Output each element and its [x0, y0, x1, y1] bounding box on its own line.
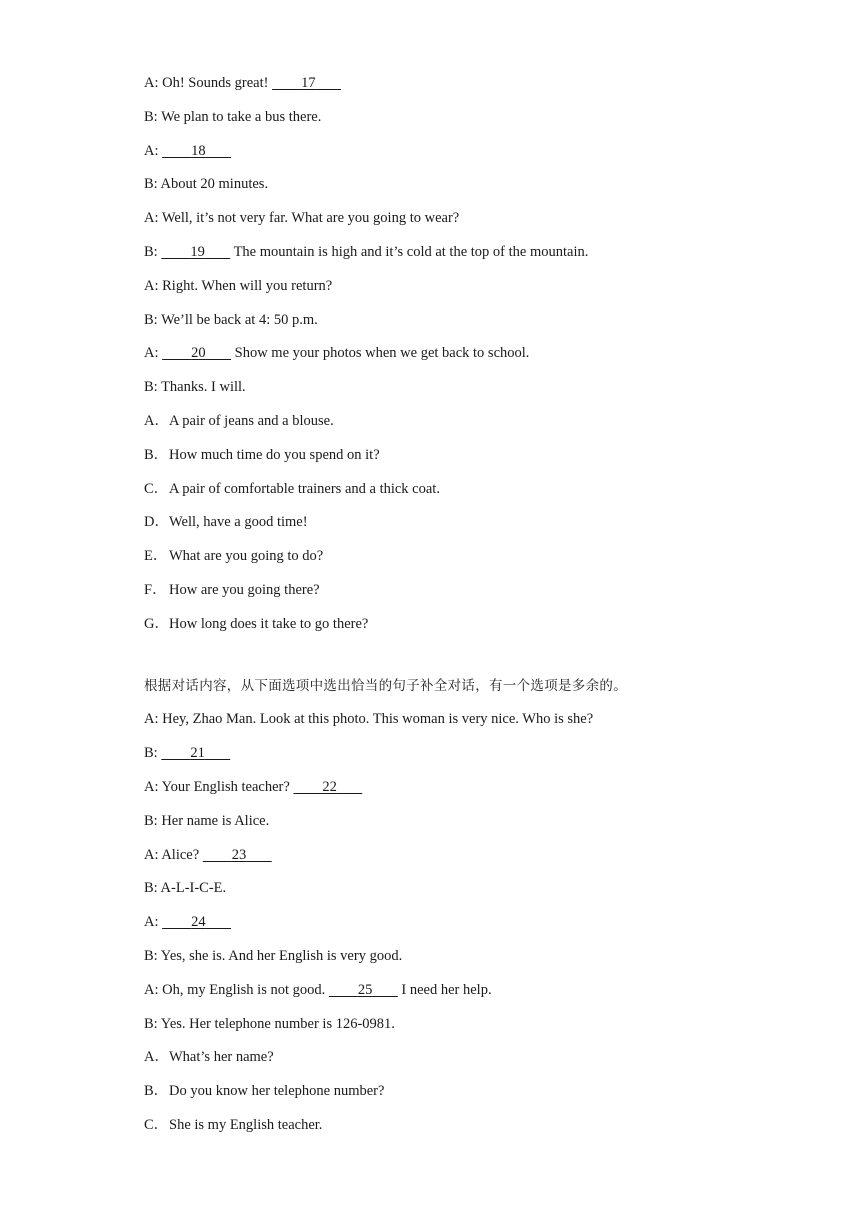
- options-section-2: [144, 1047, 800, 1148]
- speaker-label: A:: [144, 981, 159, 998]
- dialogue-line: [144, 208, 800, 242]
- dialogue-text: Oh! Sounds great!: [162, 75, 269, 91]
- option-text: A pair of comfortable trainers and a thick coat.: [169, 480, 440, 497]
- dialogue-text: Yes. Her telephone number is 126-0981.: [160, 1015, 395, 1032]
- speaker-label: B:: [144, 176, 158, 193]
- dialogue-line: [144, 343, 800, 377]
- speaker-label: A:: [144, 75, 159, 91]
- dialogue-line: [144, 980, 800, 1014]
- dialogue-line: [144, 878, 800, 912]
- option-text: Do you know her telephone number?: [169, 1083, 385, 1100]
- option-letter: A．: [144, 1049, 169, 1066]
- option-line: [144, 1047, 800, 1081]
- speaker-label: A:: [144, 914, 159, 931]
- blank-number: 17: [301, 75, 316, 91]
- blank-number: 21: [190, 745, 205, 762]
- dialogue-text: Show me your photos when we get back to school.: [234, 345, 530, 362]
- dialogue-line: [144, 845, 800, 879]
- dialogue-line: [144, 743, 800, 777]
- dialogue-text: We’ll be back at 4: 50 p.m.: [161, 311, 318, 328]
- speaker-label: B:: [144, 379, 158, 396]
- dialogue-text: The mountain is high and it’s cold at the top of the mountain.: [233, 243, 589, 260]
- option-text: What’s her name?: [169, 1049, 274, 1066]
- dialogue-text: Oh, my English is not good.: [162, 981, 326, 998]
- speaker-label: A:: [144, 711, 159, 728]
- option-text: What are you going to do?: [169, 548, 324, 565]
- option-text: She is my English teacher.: [169, 1116, 323, 1133]
- dialogue-text: Well, it’s not very far. What are you going to wear?: [161, 210, 460, 227]
- speaker-label: B:: [144, 812, 158, 829]
- option-text: How are you going there?: [169, 581, 320, 598]
- option-text: How long does it take to go there?: [169, 615, 369, 632]
- document-page: [144, 73, 800, 1149]
- blank-number: 25: [357, 981, 373, 998]
- blank-number: 22: [322, 778, 337, 795]
- blank-number: 18: [191, 142, 206, 159]
- blank-number: 20: [191, 345, 206, 362]
- dialogue-line: [144, 174, 800, 208]
- dialogue-line: [144, 73, 800, 107]
- blank-number: 23: [231, 846, 247, 863]
- options-section-1: [144, 411, 800, 648]
- speaker-label: B:: [144, 880, 158, 897]
- answer-blank: [162, 343, 231, 363]
- dialogue-line: [144, 107, 800, 141]
- dialogue-text: Right. When will you return?: [162, 277, 333, 294]
- dialogue-line: [144, 811, 800, 845]
- dialogue-text: Hey, Zhao Man. Look at this photo. This woman is very nice. Who is she?: [162, 711, 594, 728]
- dialogue-line: [144, 709, 800, 743]
- option-letter: G．: [144, 615, 169, 632]
- dialogue-text: Her name is Alice.: [161, 812, 270, 829]
- option-line: [144, 445, 800, 479]
- section-instruction: 根据对话内容，从下面选项中选出恰当的句子补全对话，有一个选项是多余的。: [144, 677, 627, 694]
- answer-blank: [161, 242, 230, 262]
- speaker-label: B:: [144, 947, 158, 964]
- dialogue-section-2: [144, 709, 800, 1047]
- dialogue-text: Your English teacher?: [161, 778, 290, 795]
- dialogue-line: [144, 276, 800, 310]
- blank-number: 19: [190, 243, 205, 260]
- speaker-label: A:: [144, 846, 159, 863]
- dialogue-text: Thanks. I will.: [161, 379, 246, 396]
- option-line: [144, 580, 800, 614]
- answer-blank: [162, 912, 231, 932]
- option-line: [144, 1115, 800, 1149]
- option-letter: D．: [144, 514, 169, 531]
- option-letter: B．: [144, 446, 169, 463]
- dialogue-line: [144, 777, 800, 811]
- answer-blank: [272, 73, 341, 93]
- dialogue-line: [144, 242, 800, 276]
- speaker-label: A:: [144, 210, 159, 227]
- answer-blank: [329, 980, 398, 1000]
- option-letter: C．: [144, 1116, 169, 1133]
- option-line: [144, 512, 800, 546]
- section-gap: [144, 648, 800, 676]
- speaker-label: B:: [144, 1015, 158, 1032]
- answer-blank: [203, 845, 272, 865]
- dialogue-section-1: [144, 73, 800, 411]
- speaker-label: B:: [144, 243, 158, 260]
- option-line: [144, 479, 800, 513]
- option-letter: B．: [144, 1083, 169, 1100]
- answer-blank: [293, 777, 362, 797]
- speaker-label: B:: [144, 108, 158, 125]
- option-line: [144, 1081, 800, 1115]
- dialogue-line: [144, 377, 800, 411]
- option-text: How much time do you spend on it?: [169, 446, 380, 463]
- dialogue-text: A-L-I-C-E.: [160, 880, 227, 897]
- dialogue-text: We plan to take a bus there.: [161, 108, 322, 125]
- dialogue-text: I need her help.: [401, 981, 492, 998]
- dialogue-text: About 20 minutes.: [160, 176, 269, 193]
- dialogue-line: [144, 310, 800, 344]
- option-letter: C．: [144, 480, 169, 497]
- option-text: A pair of jeans and a blouse.: [169, 412, 334, 429]
- dialogue-text: Yes, she is. And her English is very good.: [160, 947, 403, 964]
- speaker-label: A:: [144, 778, 159, 795]
- option-line: [144, 546, 800, 580]
- dialogue-line: [144, 946, 800, 980]
- speaker-label: A:: [144, 277, 159, 294]
- option-letter: E．: [144, 548, 168, 565]
- answer-blank: [161, 743, 230, 763]
- answer-blank: [162, 141, 231, 161]
- speaker-label: A:: [144, 142, 159, 159]
- dialogue-text: Alice?: [161, 846, 200, 863]
- option-letter: F．: [144, 581, 167, 598]
- dialogue-line: [144, 1014, 800, 1048]
- option-line: [144, 614, 800, 648]
- blank-number: 24: [191, 914, 206, 931]
- option-letter: A．: [144, 412, 169, 429]
- speaker-label: A:: [144, 345, 159, 362]
- dialogue-line: [144, 141, 800, 175]
- speaker-label: B:: [144, 745, 158, 762]
- option-text: Well, have a good time!: [169, 514, 308, 531]
- option-line: [144, 411, 800, 445]
- speaker-label: B:: [144, 311, 158, 328]
- dialogue-line: [144, 912, 800, 946]
